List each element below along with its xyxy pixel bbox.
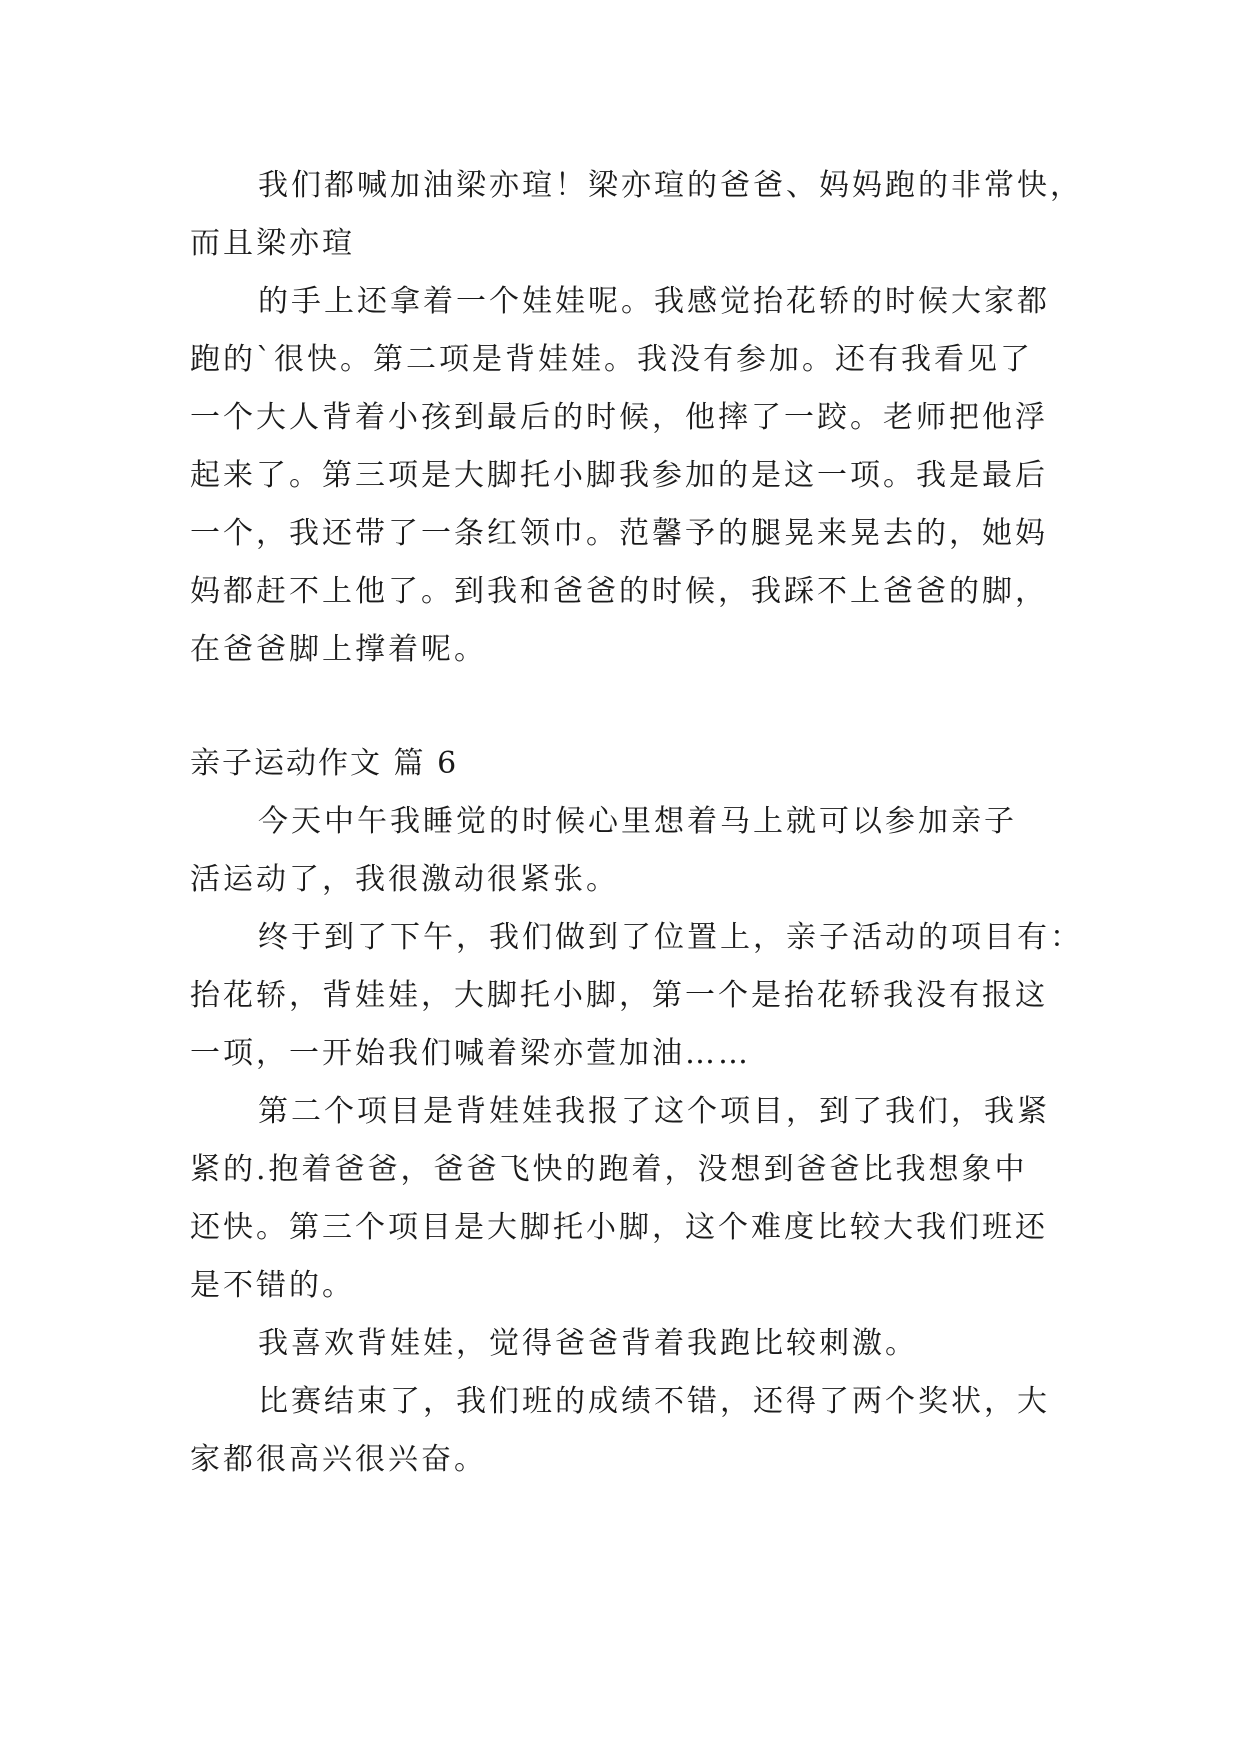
paragraph-line: 紧的.抱着爸爸，爸爸飞快的跑着，没想到爸爸比我想象中	[190, 1152, 1028, 1187]
paragraph-line: 我喜欢背娃娃，觉得爸爸背着我跑比较刺激。	[258, 1326, 918, 1361]
paragraph-line: 一个，我还带了一条红领巾。范馨予的腿晃来晃去的，她妈	[190, 516, 1048, 551]
paragraph-line: 一项，一开始我们喊着梁亦萱加油……	[190, 1036, 751, 1071]
paragraph-line: 一个大人背着小孩到最后的时候，他摔了一跤。老师把他浮	[190, 400, 1048, 435]
paragraph-line: 终于到了下午，我们做到了位置上，亲子活动的项目有：	[258, 920, 1083, 955]
paragraph-line: 家都很高兴很兴奋。	[190, 1442, 487, 1477]
paragraph-line: 还快。第三个项目是大脚托小脚，这个难度比较大我们班还	[190, 1210, 1048, 1245]
paragraph-line: 在爸爸脚上撑着呢。	[190, 632, 487, 667]
paragraph-line: 活运动了，我很激动很紧张。	[190, 862, 619, 897]
paragraph-line: 而且梁亦瑄	[190, 226, 355, 261]
paragraph-line: 抬花轿，背娃娃，大脚托小脚，第一个是抬花轿我没有报这	[190, 978, 1048, 1013]
paragraph-line: 是不错的。	[190, 1268, 355, 1303]
paragraph-line: 起来了。第三项是大脚托小脚我参加的是这一项。我是最后	[190, 458, 1048, 493]
paragraph-line: 妈都赶不上他了。到我和爸爸的时候，我踩不上爸爸的脚，	[190, 574, 1048, 609]
paragraph-line: 今天中午我睡觉的时候心里想着马上就可以参加亲子	[258, 804, 1017, 839]
paragraph-line: 我们都喊加油梁亦瑄！梁亦瑄的爸爸、妈妈跑的非常快，	[258, 168, 1083, 203]
section-heading: 亲子运动作文 篇 6	[190, 746, 459, 781]
paragraph-line: 第二个项目是背娃娃我报了这个项目，到了我们，我紧	[258, 1094, 1050, 1129]
paragraph-line: 的手上还拿着一个娃娃呢。我感觉抬花轿的时候大家都	[258, 284, 1050, 319]
paragraph-line: 比赛结束了，我们班的成绩不错，还得了两个奖状，大	[258, 1384, 1050, 1419]
paragraph-line: 跑的`很快。第二项是背娃娃。我没有参加。还有我看见了	[190, 342, 1033, 377]
